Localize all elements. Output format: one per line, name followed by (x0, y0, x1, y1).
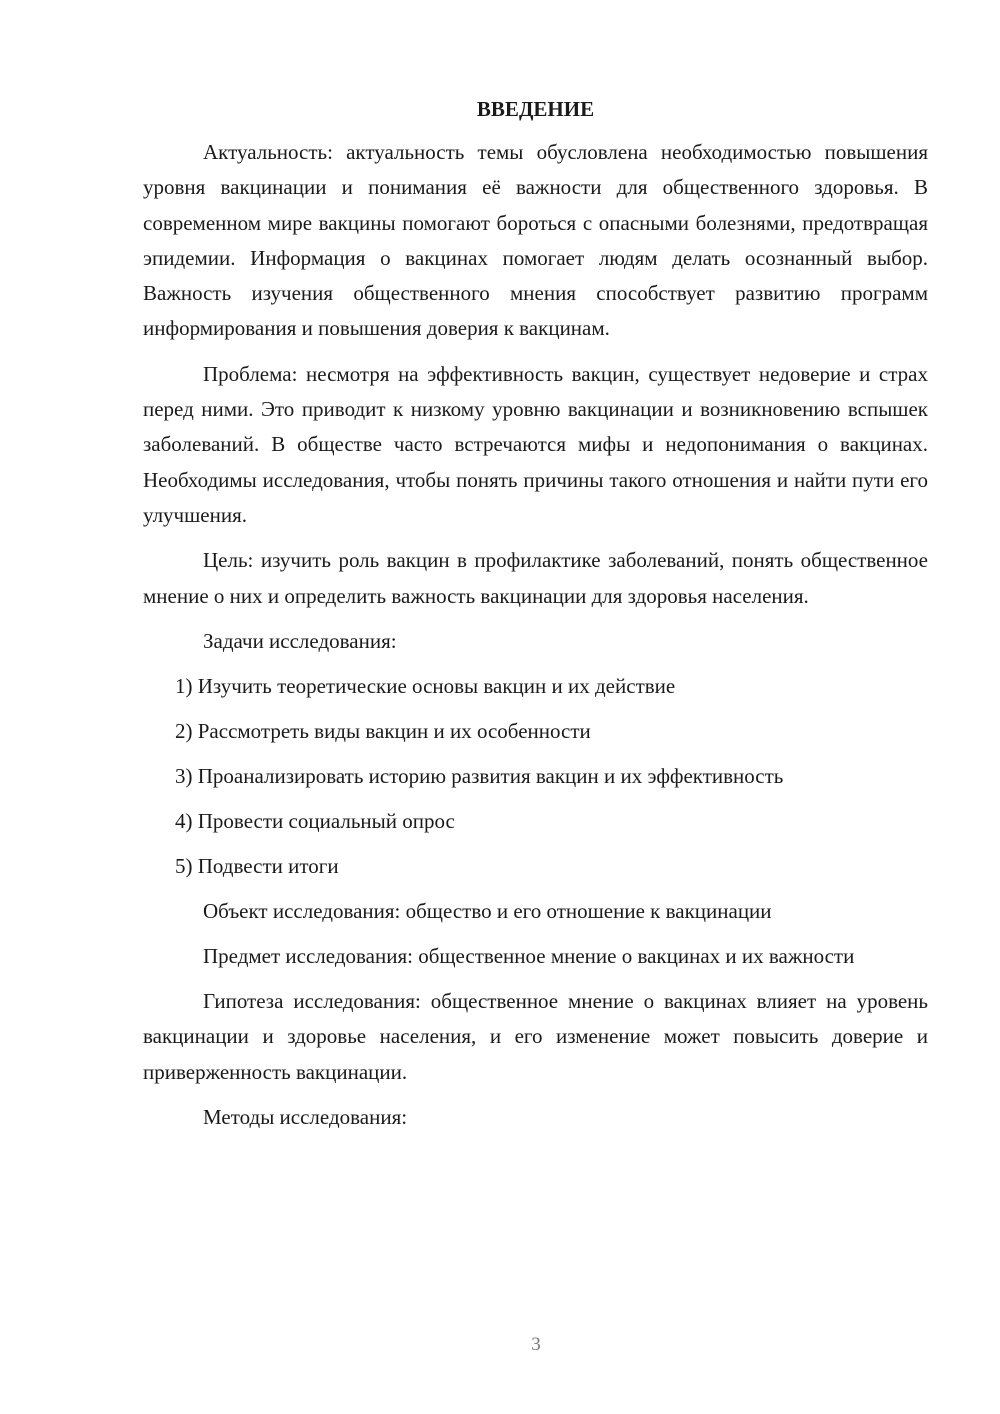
document-page (143, 92, 928, 1145)
task-item: 3) Проанализировать историю развития вакцин и их эффективность (175, 763, 784, 788)
section-heading: ВВЕДЕНИЕ (476, 97, 595, 121)
problem-paragraph: Проблема: несмотря на эффективность вакцин, существует недоверие и страх перед ними. Это приводит к низкому уровню вакцинации и возникновению вспышек заболеваний. В обществе часто встречаются мифы и недопонимания о вакцинах. Необходимы исследования, чтобы понять причины такого отношения и найти пути его улучшения. (143, 361, 928, 527)
task-item: 2) Рассмотреть виды вакцин и их особенности (175, 718, 591, 743)
task-item: 5) Подвести итоги (175, 853, 339, 878)
tasks-list (143, 669, 928, 884)
methods-title: Методы исследования: (203, 1105, 408, 1130)
object-line: Объект исследования: общество и его отношение к вакцинации (203, 898, 772, 923)
goal-paragraph: Цель: изучить роль вакцин в профилактике заболеваний, понять общественное мнение о них и определить важность вакцинации для здоровья населения. (143, 548, 928, 608)
tasks-title: Задачи исследования: (203, 628, 397, 653)
subject-paragraph: Предмет исследования: общественное мнение о вакцинах и их важности (203, 943, 855, 968)
hypothesis-paragraph: Гипотеза исследования: общественное мнение о вакцинах влияет на уровень вакцинации и здоровье населения, и его изменение может повысить доверие и приверженность вакцинации. (143, 989, 928, 1084)
page-number: 3 (531, 1334, 541, 1355)
task-item: 4) Провести социальный опрос (175, 808, 455, 833)
relevance-paragraph: Актуальность: актуальность темы обусловлена необходимостью повышения уровня вакцинации и понимания её важности для общественного здоровья. В современном мире вакцины помогают бороться с опасными болезнями, предотвращая эпидемии. Информация о вакцинах помогает людям делать осознанный выбор. Важность изучения общественного мнения способствует развитию программ информирования и повышения доверия к вакцинам. (143, 140, 928, 341)
task-item: 1) Изучить теоретические основы вакцин и их действие (175, 673, 676, 698)
